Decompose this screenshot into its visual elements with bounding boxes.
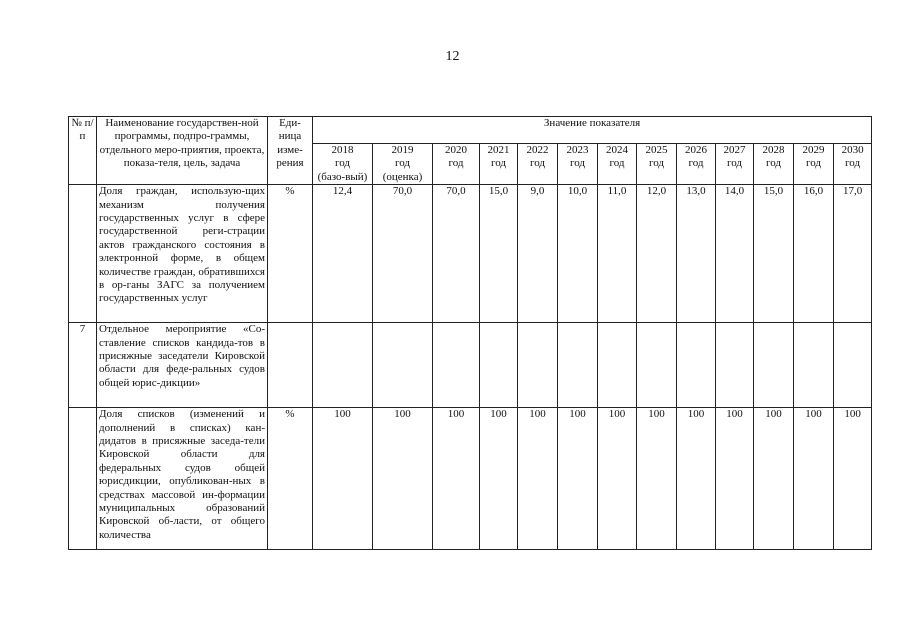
year-header: 2021 год bbox=[480, 144, 518, 185]
row-value: 100 bbox=[433, 408, 480, 550]
row-unit: % bbox=[268, 185, 313, 323]
row-number bbox=[69, 408, 97, 550]
year-header: 2027 год bbox=[716, 144, 754, 185]
year-header: 2019 год (оценка) bbox=[373, 144, 433, 185]
row-value bbox=[598, 323, 637, 408]
row-value bbox=[794, 323, 834, 408]
year-header: 2024 год bbox=[598, 144, 637, 185]
row-value: 9,0 bbox=[518, 185, 558, 323]
row-value: 15,0 bbox=[754, 185, 794, 323]
year-header: 2020 год bbox=[433, 144, 480, 185]
row-value bbox=[677, 323, 716, 408]
row-value bbox=[480, 323, 518, 408]
year-header: 2026 год bbox=[677, 144, 716, 185]
row-value: 10,0 bbox=[558, 185, 598, 323]
row-value: 100 bbox=[677, 408, 716, 550]
year-header: 2030 год bbox=[834, 144, 872, 185]
row-value: 100 bbox=[834, 408, 872, 550]
table-row bbox=[69, 323, 872, 408]
row-unit: % bbox=[268, 408, 313, 550]
row-value bbox=[754, 323, 794, 408]
row-number bbox=[69, 185, 97, 323]
row-value: 17,0 bbox=[834, 185, 872, 323]
row-value bbox=[373, 323, 433, 408]
year-header: 2023 год bbox=[558, 144, 598, 185]
year-header: 2022 год bbox=[518, 144, 558, 185]
row-value: 14,0 bbox=[716, 185, 754, 323]
row-value bbox=[716, 323, 754, 408]
col-header-name: Наименование государствен-ной программы, подпро-граммы, отдельного меро-приятия, проекта, показа-теля, цель, задача bbox=[97, 117, 268, 185]
row-value: 100 bbox=[794, 408, 834, 550]
row-value bbox=[558, 323, 598, 408]
row-value: 70,0 bbox=[373, 185, 433, 323]
row-value bbox=[518, 323, 558, 408]
row-value: 100 bbox=[754, 408, 794, 550]
row-name: Доля списков (изменений и дополнений в списках) кан-дидатов в присяжные заседа-тели Кировской области для федеральных судов общей юрисдикции, опубликован-ных в средствах массовой ин-формации муниципальных образований Кировской об-ласти, от общего количества bbox=[97, 408, 268, 550]
page-number: 12 bbox=[445, 49, 460, 64]
row-name: Доля граждан, использую-щих механизм получения государственных услуг в сфере государственной реги-страции актов гражданского состояния в электронной форме, в общем количестве граждан, обратившихся в ор-ганы ЗАГС за получением государственных услуг bbox=[97, 185, 268, 323]
row-value bbox=[313, 323, 373, 408]
row-value: 12,4 bbox=[313, 185, 373, 323]
table-row bbox=[69, 185, 872, 323]
row-value: 16,0 bbox=[794, 185, 834, 323]
row-value: 100 bbox=[373, 408, 433, 550]
row-value: 100 bbox=[518, 408, 558, 550]
row-value: 100 bbox=[716, 408, 754, 550]
header-row-top bbox=[69, 117, 872, 144]
year-header: 2028 год bbox=[754, 144, 794, 185]
row-value: 100 bbox=[637, 408, 677, 550]
col-header-number: № п/п bbox=[69, 117, 97, 185]
table-row bbox=[69, 408, 872, 550]
row-value: 12,0 bbox=[637, 185, 677, 323]
year-header: 2025 год bbox=[637, 144, 677, 185]
row-value: 100 bbox=[558, 408, 598, 550]
col-header-values: Значение показателя bbox=[313, 117, 872, 144]
row-number: 7 bbox=[69, 323, 97, 408]
row-value: 70,0 bbox=[433, 185, 480, 323]
row-unit bbox=[268, 323, 313, 408]
row-value bbox=[834, 323, 872, 408]
row-value: 100 bbox=[313, 408, 373, 550]
row-name: Отдельное мероприятие «Со-ставление списков кандида-тов в присяжные заседатели Кировской области для феде-ральных судов общей юрис-дикции» bbox=[97, 323, 268, 408]
indicators-table bbox=[68, 116, 872, 550]
row-value: 15,0 bbox=[480, 185, 518, 323]
row-value: 100 bbox=[598, 408, 637, 550]
row-value bbox=[433, 323, 480, 408]
year-header: 2018 год (базо-вый) bbox=[313, 144, 373, 185]
row-value: 100 bbox=[480, 408, 518, 550]
row-value bbox=[637, 323, 677, 408]
row-value: 13,0 bbox=[677, 185, 716, 323]
row-value: 11,0 bbox=[598, 185, 637, 323]
year-header: 2029 год bbox=[794, 144, 834, 185]
col-header-unit: Еди-ница изме-рения bbox=[268, 117, 313, 185]
